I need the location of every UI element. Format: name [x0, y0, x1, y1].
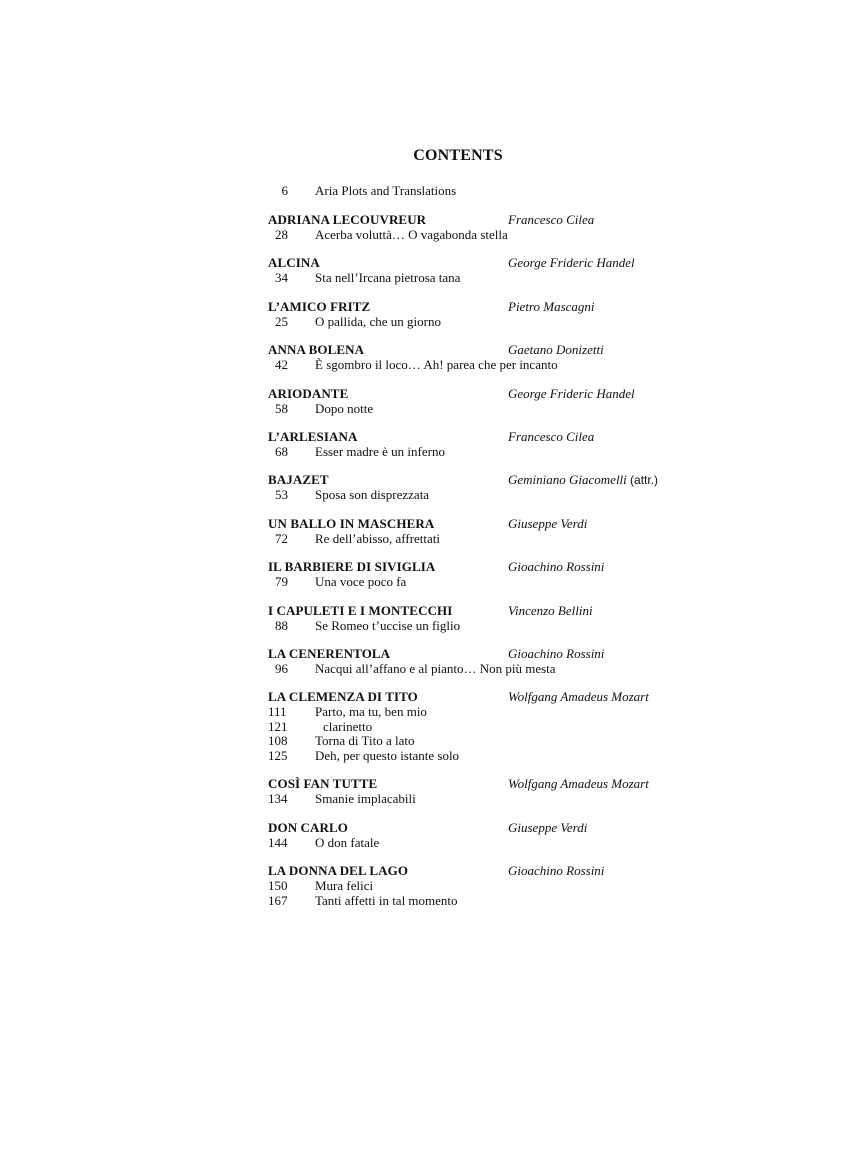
aria-line	[268, 487, 688, 502]
opera-line	[268, 386, 688, 401]
aria-title: Sposa son disprezzata	[315, 487, 430, 503]
opera-line	[268, 472, 688, 487]
composer-text: Gioachino Rossini	[508, 863, 605, 879]
aria-title: Re dell’abisso, affrettati	[315, 530, 441, 546]
opera-line	[268, 342, 688, 357]
page-number: 68	[275, 443, 288, 459]
opera-title: LA CENERENTOLA	[268, 645, 391, 661]
aria-title: Nacqui all’affano e al pianto… Non più mesta	[315, 660, 556, 676]
aria-title: Mura felici	[315, 878, 374, 894]
opera-line	[268, 776, 688, 791]
composer-name	[508, 559, 604, 574]
opera-line	[268, 255, 688, 270]
composer-text: George Frideric Handel	[508, 385, 635, 401]
opera-title: ALCINA	[268, 255, 320, 271]
opera-title: DON CARLO	[268, 819, 348, 835]
composer-text: Francesco Cilea	[508, 428, 595, 444]
contents-entry	[268, 516, 688, 559]
opera-title: IL BARBIERE DI SIVIGLIA	[268, 559, 436, 575]
aria-title: clarinetto	[323, 718, 373, 734]
opera-line	[268, 646, 688, 661]
opera-line	[268, 820, 688, 835]
opera-line	[268, 689, 688, 704]
aria-line	[268, 270, 688, 285]
composer-name	[508, 646, 604, 661]
composer-text: Pietro Mascagni	[508, 298, 595, 314]
opera-title: L’ARLESIANA	[268, 428, 358, 444]
composer-text: Geminiano Giacomelli	[508, 472, 627, 488]
contents-entry	[268, 689, 688, 776]
aria-line	[268, 314, 688, 329]
aria-line	[268, 748, 688, 763]
page-number: 121	[268, 718, 288, 734]
composer-text: Gioachino Rossini	[508, 645, 605, 661]
page-number: 53	[275, 487, 288, 503]
contents-entry	[268, 646, 688, 689]
aria-title: O pallida, che un giorno	[315, 313, 441, 329]
composer-name	[508, 212, 594, 227]
aria-line	[268, 733, 688, 748]
composer-name	[508, 863, 604, 878]
page-title: CONTENTS	[413, 147, 503, 164]
page-number: 108	[268, 733, 288, 749]
opera-line	[268, 516, 688, 531]
contents-entry	[268, 820, 688, 863]
page-number: 144	[268, 834, 288, 850]
page-number: 72	[275, 530, 288, 546]
contents-entry	[268, 776, 688, 819]
composer-name	[508, 820, 587, 835]
contents-entry	[268, 299, 688, 342]
composer-name	[508, 689, 649, 704]
composer-text: Vincenzo Bellini	[508, 602, 593, 618]
aria-title: Esser madre è un inferno	[315, 443, 445, 459]
contents-entry	[268, 255, 688, 298]
page-number: 88	[275, 617, 288, 633]
aria-title: Sta nell’Ircana pietrosa tana	[315, 270, 461, 286]
aria-line	[268, 661, 688, 676]
opera-line	[268, 212, 688, 227]
composer-text: George Frideric Handel	[508, 255, 635, 271]
contents-entry	[268, 472, 688, 515]
aria-line	[268, 401, 688, 416]
page-number: 125	[268, 747, 288, 763]
page-number: 42	[275, 357, 288, 373]
aria-title: Tanti affetti in tal momento	[315, 892, 458, 908]
composer-name	[508, 429, 594, 444]
aria-line	[268, 227, 688, 242]
composer-name	[508, 776, 649, 791]
aria-title: Dopo notte	[315, 400, 374, 416]
composer-text: Wolfgang Amadeus Mozart	[508, 776, 649, 792]
contents-entry	[268, 342, 688, 385]
opera-title: BAJAZET	[268, 472, 329, 488]
aria-line	[268, 791, 688, 806]
composer-text: Gaetano Donizetti	[508, 342, 604, 358]
aria-line	[268, 618, 688, 633]
aria-line	[268, 574, 688, 589]
composer-name	[508, 386, 635, 401]
opera-title: ARIODANTE	[268, 385, 349, 401]
page-number: 34	[275, 270, 288, 286]
contents-entry	[268, 386, 688, 429]
aria-title: Parto, ma tu, ben mio	[315, 704, 427, 720]
contents-entry	[268, 559, 688, 602]
opera-line	[268, 559, 688, 574]
aria-line	[268, 444, 688, 459]
opera-line	[268, 299, 688, 314]
opera-title: ANNA BOLENA	[268, 342, 365, 358]
composer-name	[508, 516, 587, 531]
aria-title: Smanie implacabili	[315, 791, 416, 807]
aria-line	[268, 878, 688, 893]
composer-name	[508, 603, 593, 618]
composer-name	[508, 342, 604, 357]
page-number: 25	[275, 313, 288, 329]
intro-title: Aria Plots and Translations	[315, 183, 457, 198]
composer-name	[508, 255, 635, 270]
composer-text: Francesco Cilea	[508, 212, 595, 227]
intro-page-number: 6	[281, 183, 288, 198]
page-number: 134	[268, 791, 288, 807]
opera-title: L’AMICO FRITZ	[268, 298, 371, 314]
aria-title: Se Romeo t’uccise un figlio	[315, 617, 461, 633]
aria-line	[268, 531, 688, 546]
composer-text: Wolfgang Amadeus Mozart	[508, 689, 649, 705]
aria-title: Acerba voluttà… O vagabonda stella	[315, 227, 508, 242]
page-number: 111	[268, 704, 287, 720]
opera-line	[268, 863, 688, 878]
contents-entry	[268, 863, 688, 906]
aria-title: O don fatale	[315, 834, 380, 850]
opera-title: LA CLEMENZA DI TITO	[268, 689, 418, 705]
composer-name	[508, 299, 595, 314]
page-number: 96	[275, 660, 288, 676]
page-number: 167	[268, 892, 288, 908]
aria-title: Una voce poco fa	[315, 574, 407, 590]
composer-note: (attr.)	[630, 473, 659, 488]
opera-line	[268, 603, 688, 618]
opera-title: ADRIANA LECOUVREUR	[268, 212, 427, 227]
opera-title: UN BALLO IN MASCHERA	[268, 515, 435, 531]
composer-name	[508, 472, 658, 488]
aria-line	[268, 719, 688, 734]
aria-line	[268, 835, 688, 850]
opera-line	[268, 429, 688, 444]
aria-title: È sgombro il loco… Ah! parea che per incanto	[315, 357, 558, 373]
aria-line	[268, 893, 688, 908]
aria-line	[268, 357, 688, 372]
contents-entry	[268, 429, 688, 472]
aria-title: Torna di Tito a lato	[315, 733, 415, 749]
contents-entry	[268, 212, 688, 255]
composer-text: Giuseppe Verdi	[508, 819, 588, 835]
page-number: 28	[275, 227, 288, 242]
page-number: 79	[275, 574, 288, 590]
page-number: 150	[268, 878, 288, 894]
aria-line	[268, 704, 688, 719]
page-number: 58	[275, 400, 288, 416]
contents-list	[268, 212, 688, 906]
opera-title: LA DONNA DEL LAGO	[268, 863, 409, 879]
composer-text: Gioachino Rossini	[508, 559, 605, 575]
aria-title: Deh, per questo istante solo	[315, 747, 460, 763]
opera-title: COSÌ FAN TUTTE	[268, 776, 378, 792]
opera-title: I CAPULETI E I MONTECCHI	[268, 602, 453, 618]
composer-text: Giuseppe Verdi	[508, 515, 588, 531]
contents-entry	[268, 603, 688, 646]
